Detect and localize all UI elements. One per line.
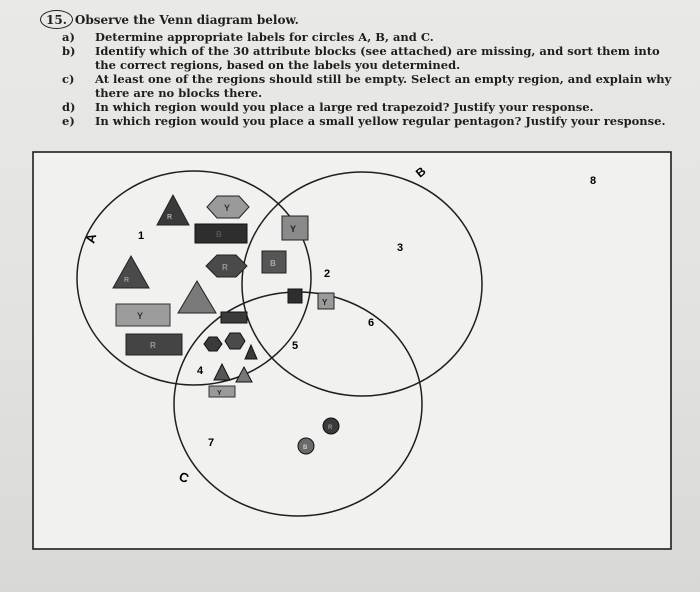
- region-8-label: 8: [590, 175, 597, 187]
- part-a: a) Determine appropriate labels for circles A, B, and C.: [62, 30, 434, 44]
- part-e: e) In which region would you place a small yellow regular pentagon? Justify your response.: [62, 114, 666, 128]
- question-number: 15.: [40, 10, 73, 29]
- svg-text:R: R: [167, 214, 173, 221]
- region-1-label: 1: [138, 230, 145, 242]
- svg-text:R: R: [124, 277, 130, 284]
- svg-text:Y: Y: [137, 311, 144, 321]
- region-6-label: 6: [368, 317, 375, 329]
- region-2-label: 2: [324, 268, 331, 280]
- block-small-hexagon-2: [225, 333, 245, 349]
- circle-c-label: C: [176, 468, 191, 487]
- svg-text:Y: Y: [224, 203, 231, 213]
- block-small-dark-rectangle: [221, 312, 247, 323]
- part-d: d) In which region would you place a large red trapezoid? Justify your response.: [62, 100, 594, 114]
- region-4-label: 4: [197, 365, 204, 377]
- svg-text:B: B: [270, 259, 276, 268]
- region-7-label: 7: [208, 437, 215, 449]
- part-c: c) At least one of the regions should still be empty. Select an empty region, and explain why there are no blocks there.: [62, 72, 672, 100]
- region-5-label: 5: [292, 340, 299, 352]
- circle-a-label: A: [82, 231, 100, 245]
- svg-text:R: R: [222, 263, 228, 272]
- part-b: b) Identify which of the 30 attribute blocks (see attached) are missing, and sort them into the correct regions, based on the labels you determined.: [62, 44, 660, 72]
- block-small-dark-square: [288, 289, 302, 303]
- circle-b-label: B: [412, 163, 429, 181]
- svg-text:R: R: [328, 425, 333, 431]
- svg-text:R: R: [150, 341, 156, 350]
- block-small-yellow-rectangle: [209, 386, 235, 397]
- svg-text:Y: Y: [290, 224, 297, 234]
- region-3-label: 3: [397, 242, 404, 254]
- svg-text:B: B: [303, 445, 308, 451]
- svg-text:B: B: [216, 230, 222, 239]
- svg-text:Y: Y: [322, 298, 328, 307]
- svg-text:Y: Y: [217, 390, 222, 397]
- question-title: Observe the Venn diagram below.: [74, 12, 299, 27]
